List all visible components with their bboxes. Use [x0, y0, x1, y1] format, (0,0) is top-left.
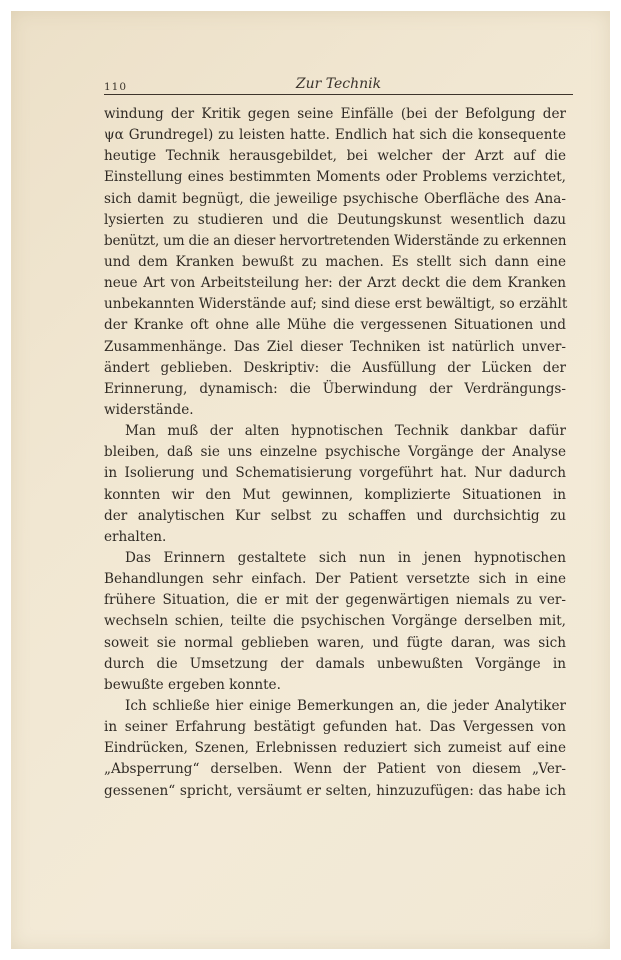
- text-line: Eindrücken, Szenen, Erlebnissen reduziert sich zumeist auf eine: [104, 740, 566, 757]
- text-line: der Kranke oft ohne alle Mühe die vergessenen Situationen und: [104, 317, 566, 334]
- book-page: [11, 11, 610, 949]
- text-line: lysierten zu studieren und die Deutungskunst wesentlich dazu: [104, 211, 566, 228]
- text-line: Erinnerung, dynamisch: die Überwindung der Verdrängungs-: [104, 380, 566, 397]
- text-line: Behandlungen sehr einfach. Der Patient versetzte sich in eine: [104, 571, 566, 588]
- text-line: unbekannten Widerstände auf; sind diese erst bewältigt, so erzählt: [104, 296, 568, 313]
- text-line: Zusammenhänge. Das Ziel dieser Techniken ist natürlich unver-: [104, 338, 566, 355]
- running-head: [104, 75, 573, 95]
- text-line: Man muß der alten hypnotischen Technik dankbar dafür: [125, 423, 566, 440]
- text-line: Einstellung eines bestimmten Moments oder Problems verzichtet,: [104, 169, 566, 186]
- text-line: ändert geblieben. Deskriptiv: die Ausfüllung der Lücken der: [104, 359, 566, 376]
- text-line: der analytischen Kur selbst zu schaffen und durchsichtig zu: [104, 507, 566, 524]
- text-line: bleiben, daß sie uns einzelne psychische Vorgänge der Analyse: [104, 444, 566, 461]
- text-line: ψα Grundregel) zu leisten hatte. Endlich hat sich die konsequente: [104, 127, 566, 144]
- text-line: frühere Situation, die er mit der gegenwärtigen niemals zu ver-: [104, 592, 566, 609]
- text-line: heutige Technik herausgebildet, bei welcher der Arzt auf die: [104, 148, 566, 165]
- text-line: gessenen“ spricht, versäumt er selten, hinzuzufügen: das habe ich: [104, 782, 566, 799]
- paragraph: [104, 696, 566, 802]
- body-text: [104, 104, 566, 802]
- text-line: Das Erinnern gestaltete sich nun in jenen hypnotischen: [125, 549, 566, 566]
- text-line: soweit sie normal geblieben waren, und fügte daran, was sich: [104, 634, 566, 651]
- text-line: und dem Kranken bewußt zu machen. Es stellt sich dann eine: [104, 253, 566, 270]
- text-line: Ich schließe hier einige Bemerkungen an, die jeder Analytiker: [125, 697, 566, 714]
- text-line: in Isolierung und Schematisierung vorgeführt hat. Nur dadurch: [104, 465, 566, 482]
- paragraph: [104, 421, 566, 548]
- text-line: widerstände.: [104, 401, 194, 418]
- header-rule: [104, 94, 573, 95]
- page-number: 110: [104, 81, 128, 93]
- paragraph: [104, 104, 566, 421]
- text-line: benützt, um die an dieser hervortretenden Widerstände zu erkennen: [104, 232, 567, 249]
- text-line: bewußte ergeben konnte.: [104, 676, 281, 693]
- text-line: in seiner Erfahrung bestätigt gefunden hat. Das Vergessen von: [104, 719, 566, 736]
- text-line: „Absperrung“ derselben. Wenn der Patient von diesem „Ver-: [104, 761, 566, 778]
- text-line: erhalten.: [104, 528, 167, 545]
- text-line: windung der Kritik gegen seine Einfälle (bei der Befolgung der: [104, 106, 566, 122]
- paragraph: [104, 548, 566, 696]
- running-title: Zur Technik: [295, 76, 382, 92]
- text-line: neue Art von Arbeitsteilung her: der Arzt deckt die dem Kranken: [104, 275, 566, 292]
- text-line: wechseln schien, teilte die psychischen Vorgänge derselben mit,: [104, 613, 566, 630]
- text-line: sich damit begnügt, die jeweilige psychische Oberfläche des Ana-: [104, 190, 566, 207]
- text-line: durch die Umsetzung der damals unbewußten Vorgänge in: [104, 655, 566, 672]
- text-line: konnten wir den Mut gewinnen, komplizierte Situationen in: [104, 486, 566, 503]
